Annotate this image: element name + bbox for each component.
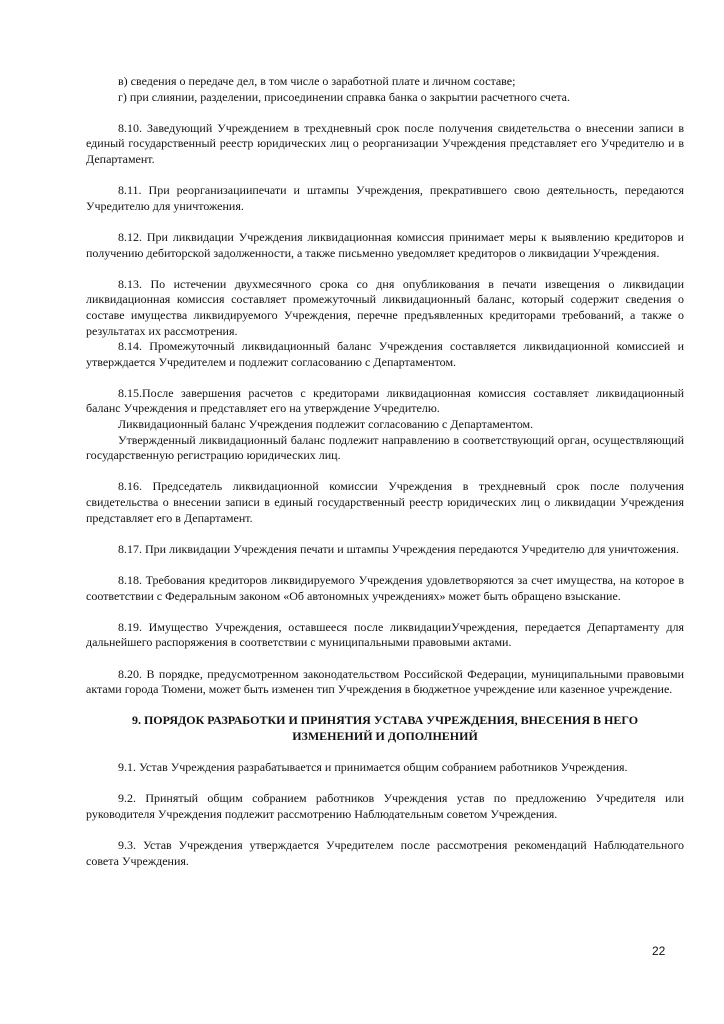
paragraph-8-20: 8.20. В порядке, предусмотренном законодательством Российской Федерации, муниципальными правовыми актами города Тюмени, может быть изменен тип Учреждения в бюджетное учреждение или казенное учреждение. (86, 666, 684, 697)
paragraph-8-11: 8.11. При реорганизациипечати и штампы Учреждения, прекратившего свою деятельность, передаются Учредителю для уничтожения. (86, 183, 684, 213)
paragraph-9-1: 9.1. Устав Учреждения разрабатывается и принимается общим собранием работников Учреждения. (118, 760, 628, 775)
document-page (86, 74, 684, 869)
paragraph-8-13: 8.13. По истечении двухмесячного срока со дня опубликования в печати извещения о ликвидации ликвидационная комиссия составляет промежуточный ликвидационный баланс, который содержит сведения о составе имущества ликвидируемого Учреждения, перечне предъявленных кредиторами требований, а также о результатах их рассмотрения. (86, 276, 684, 338)
paragraph-8-14: 8.14. Промежуточный ликвидационный баланс Учреждения составляется ликвидационной комиссией и утверждается Учредителем и подлежит согласованию с Департаментом. (86, 339, 684, 369)
paragraph-8-17: 8.17. При ликвидации Учреждения печати и штампы Учреждения передаются Учредителю для уничтожения. (118, 541, 679, 556)
section-9-heading: 9. ПОРЯДОК РАЗРАБОТКИ И ПРИНЯТИЯ УСТАВА УЧРЕЖДЕНИЯ, ВНЕСЕНИЯ В НЕГО ИЗМЕНЕНИЙ И ДОПОЛНЕНИЙ (131, 713, 639, 743)
paragraph-g: г) при слиянии, разделении, присоединении справка банка о закрытии расчетного счета. (118, 89, 570, 104)
paragraph-8-10: 8.10. Заведующий Учреждением в трехдневный срок после получения свидетельства о внесении записи в единый государственный реестр юридических лиц о реорганизации Учреждения представляет его Учредителю и в Департамент. (86, 120, 684, 166)
paragraph-8-15: 8.15.После завершения расчетов с кредиторами ликвидационная комиссия составляет ликвидационный баланс Учреждения и представляет его на утверждение Учредителю. (86, 385, 684, 416)
paragraph-8-15-b: Ликвидационный баланс Учреждения подлежит согласованию с Департаментом. (118, 417, 534, 432)
page-number: 22 (652, 944, 666, 958)
paragraph-9-3: 9.3. Устав Учреждения утверждается Учредителем после рассмотрения рекомендаций Наблюдательного совета Учреждения. (86, 838, 684, 868)
paragraph-8-19: 8.19. Имущество Учреждения, оставшееся после ликвидацииУчреждения, передается Департаменту для дальнейшего распоряжения в соответствии с муниципальными правовыми актами. (86, 619, 684, 650)
paragraph-9-2: 9.2. Принятый общим собранием работников Учреждения устав по предложению Учредителя или руководителя Учреждения подлежит рассмотрению Наблюдательным советом Учреждения. (86, 791, 684, 821)
paragraph-8-12: 8.12. При ликвидации Учреждения ликвидационная комиссия принимает меры к выявлению кредиторов и получению дебиторской задолженности, а также письменно уведомляет кредиторов о ликвидации Учреждения. (86, 229, 684, 260)
paragraph-8-15-c: Утвержденный ликвидационный баланс подлежит направлению в соответствующий орган, осуществляющий государственную регистрацию юридических лиц. (86, 432, 684, 463)
paragraph-v: в) сведения о передаче дел, в том числе о заработной плате и личном составе; (118, 74, 516, 88)
paragraph-8-18: 8.18. Требования кредиторов ликвидируемого Учреждения удовлетворяются за счет имущества, на которое в соответствии с Федеральным законом «Об автономных учреждениях» может быть обращено взыскание. (86, 573, 684, 603)
paragraph-8-16: 8.16. Председатель ликвидационной комиссии Учреждения в трехдневный срок после получения свидетельства о внесении записи в единый государственный реестр юридических лиц о ликвидации Учреждения представляет его в Департамент. (86, 479, 684, 525)
